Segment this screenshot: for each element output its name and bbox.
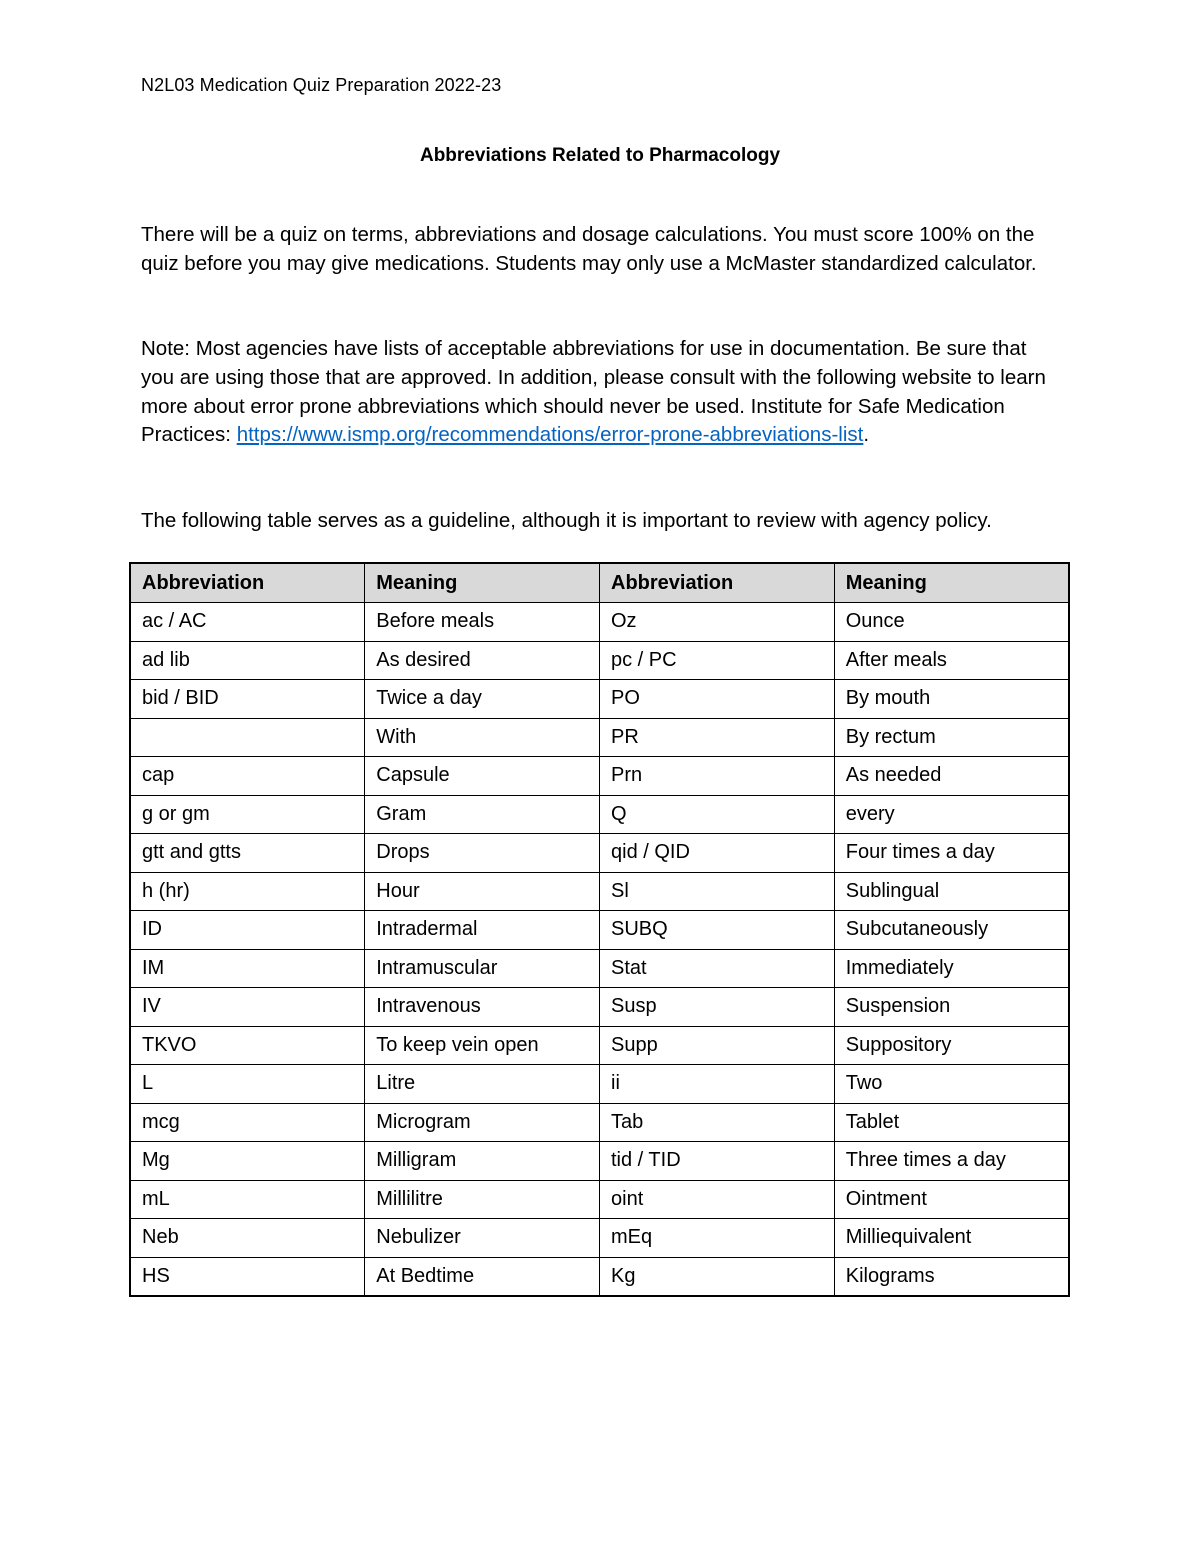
cell-meaning-right: Suppository [834, 1026, 1069, 1065]
cell-meaning-left: Before meals [365, 603, 600, 642]
table-row [130, 988, 1069, 1027]
note-suffix: . [863, 423, 870, 447]
cell-abbreviation-right: pc / PC [600, 641, 835, 680]
cell-meaning-left: Gram [365, 795, 600, 834]
cell-meaning-right: Kilograms [834, 1257, 1069, 1296]
table-row [130, 680, 1069, 719]
cell-meaning-right: By mouth [834, 680, 1069, 719]
table-body [130, 603, 1069, 1297]
cell-abbreviation-right: Susp [600, 988, 835, 1027]
cell-meaning-right: Subcutaneously [834, 911, 1069, 950]
header-abbreviation-left: Abbreviation [130, 563, 365, 603]
cell-meaning-left: Millilitre [365, 1180, 600, 1219]
table-row [130, 1219, 1069, 1258]
ismp-link[interactable]: https://www.ismp.org/recommendations/error-prone-abbreviations-list [236, 423, 864, 447]
cell-abbreviation-right: ii [600, 1065, 835, 1104]
header-meaning-left: Meaning [365, 563, 600, 603]
table-row [130, 872, 1069, 911]
cell-abbreviation-left: Mg [130, 1142, 365, 1181]
table-row [130, 603, 1069, 642]
cell-abbreviation-left: mL [130, 1180, 365, 1219]
cell-meaning-right: Three times a day [834, 1142, 1069, 1181]
cell-abbreviation-right: Q [600, 795, 835, 834]
quiz-paragraph: There will be a quiz on terms, abbreviations and dosage calculations. You must score 100% on the quiz before you may give medications. Students may only use a McMaster standardized calculator. [141, 223, 1037, 275]
cell-abbreviation-right: qid / QID [600, 834, 835, 873]
cell-meaning-right: Ounce [834, 603, 1069, 642]
cell-abbreviation-left: HS [130, 1257, 365, 1296]
table-row [130, 834, 1069, 873]
table-row [130, 949, 1069, 988]
cell-abbreviation-left: ac / AC [130, 603, 365, 642]
cell-abbreviation-left: h (hr) [130, 872, 365, 911]
cell-meaning-right: Immediately [834, 949, 1069, 988]
cell-meaning-right: As needed [834, 757, 1069, 796]
document-header: N2L03 Medication Quiz Preparation 2022-23 [141, 75, 502, 95]
table-row [130, 795, 1069, 834]
cell-meaning-left: As desired [365, 641, 600, 680]
cell-abbreviation-right: Sl [600, 872, 835, 911]
table-row [130, 1103, 1069, 1142]
cell-meaning-left: With [365, 718, 600, 757]
cell-abbreviation-left: cap [130, 757, 365, 796]
guideline-paragraph: The following table serves as a guideline, although it is important to review with agency policy. [141, 509, 992, 532]
cell-meaning-left: Capsule [365, 757, 600, 796]
cell-meaning-right: Sublingual [834, 872, 1069, 911]
cell-abbreviation-left: IV [130, 988, 365, 1027]
cell-abbreviation-left: g or gm [130, 795, 365, 834]
cell-abbreviation-right: mEq [600, 1219, 835, 1258]
cell-abbreviation-left: Neb [130, 1219, 365, 1258]
cell-meaning-left: Litre [365, 1065, 600, 1104]
cell-meaning-left: Intravenous [365, 988, 600, 1027]
table-row [130, 1065, 1069, 1104]
cell-meaning-left: Twice a day [365, 680, 600, 719]
cell-abbreviation-right: Kg [600, 1257, 835, 1296]
cell-abbreviation-left: IM [130, 949, 365, 988]
table-row [130, 641, 1069, 680]
header-abbreviation-right: Abbreviation [600, 563, 835, 603]
cell-meaning-right: Milliequivalent [834, 1219, 1069, 1258]
cell-meaning-left: Intramuscular [365, 949, 600, 988]
cell-abbreviation-right: Tab [600, 1103, 835, 1142]
header-meaning-right: Meaning [834, 563, 1069, 603]
cell-abbreviation-left [130, 718, 365, 757]
cell-abbreviation-left: bid / BID [130, 680, 365, 719]
cell-abbreviation-right: oint [600, 1180, 835, 1219]
cell-meaning-right: Two [834, 1065, 1069, 1104]
cell-meaning-right: By rectum [834, 718, 1069, 757]
cell-meaning-left: At Bedtime [365, 1257, 600, 1296]
cell-meaning-right: Four times a day [834, 834, 1069, 873]
cell-abbreviation-right: PO [600, 680, 835, 719]
cell-meaning-right: Tablet [834, 1103, 1069, 1142]
table-row [130, 1180, 1069, 1219]
table-row [130, 718, 1069, 757]
cell-abbreviation-left: TKVO [130, 1026, 365, 1065]
cell-meaning-left: Intradermal [365, 911, 600, 950]
cell-meaning-left: Drops [365, 834, 600, 873]
cell-meaning-left: Hour [365, 872, 600, 911]
page-title: Abbreviations Related to Pharmacology [419, 145, 781, 166]
cell-abbreviation-right: tid / TID [600, 1142, 835, 1181]
cell-abbreviation-right: Stat [600, 949, 835, 988]
cell-abbreviation-right: Supp [600, 1026, 835, 1065]
cell-abbreviation-left: ID [130, 911, 365, 950]
cell-abbreviation-left: L [130, 1065, 365, 1104]
table-row [130, 1142, 1069, 1181]
cell-meaning-right: every [834, 795, 1069, 834]
cell-meaning-left: Microgram [365, 1103, 600, 1142]
cell-abbreviation-right: SUBQ [600, 911, 835, 950]
cell-abbreviation-left: ad lib [130, 641, 365, 680]
cell-meaning-left: Nebulizer [365, 1219, 600, 1258]
note-paragraph [141, 335, 1061, 450]
table-row [130, 911, 1069, 950]
cell-abbreviation-right: PR [600, 718, 835, 757]
note-text: Note: Most agencies have lists of acceptable abbreviations for use in documentation. Be sure that you are using those that are approved. In addition, please consult with the following website to learn more about error prone abbreviations which should never be used. Institute for Safe Medication Practices: [141, 337, 1046, 447]
cell-meaning-left: To keep vein open [365, 1026, 600, 1065]
cell-abbreviation-right: Prn [600, 757, 835, 796]
table-row [130, 757, 1069, 796]
abbreviations-table [129, 562, 1070, 1297]
table-row [130, 1026, 1069, 1065]
cell-meaning-left: Milligram [365, 1142, 600, 1181]
table-header-row [130, 563, 1069, 603]
cell-meaning-right: Ointment [834, 1180, 1069, 1219]
cell-abbreviation-right: Oz [600, 603, 835, 642]
cell-abbreviation-left: gtt and gtts [130, 834, 365, 873]
cell-meaning-right: Suspension [834, 988, 1069, 1027]
cell-meaning-right: After meals [834, 641, 1069, 680]
table-row [130, 1257, 1069, 1296]
cell-abbreviation-left: mcg [130, 1103, 365, 1142]
